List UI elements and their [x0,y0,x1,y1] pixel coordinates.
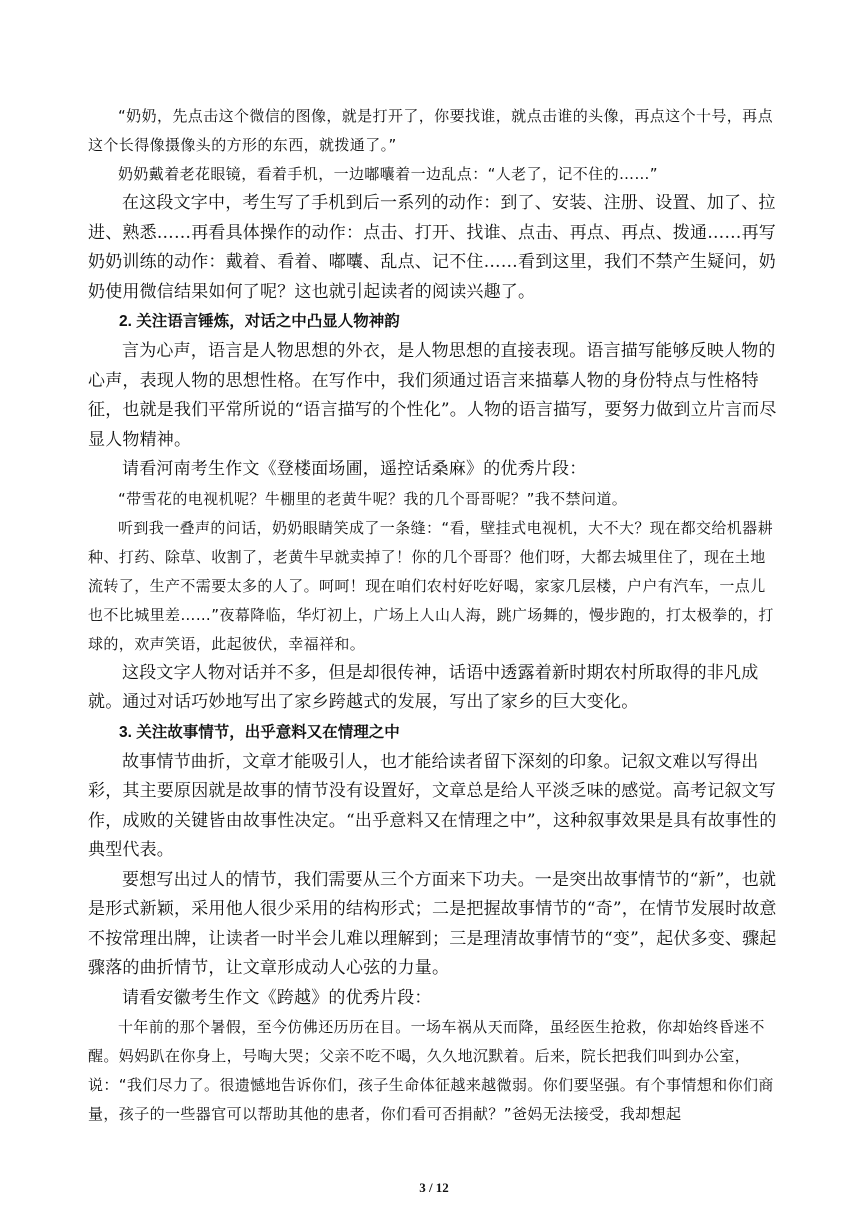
quote-paragraph: “带雪花的电视机呢？牛棚里的老黄牛呢？我的几个哥哥呢？”我不禁问道。 [118,489,628,508]
page-number: 3 / 12 [419,1180,449,1195]
body-paragraph: 言为心声，语言是人物思想的外衣，是人物思想的直接表现。语言描写能够反映人物的心声，表现人物的思想性格。在写作中，我们须通过语言来描摹人物的身份特点与性格特征，也就是我们平常所说的“语言描写的个性化”。人物的语言描写，要努力做到立片言而尽显人物精神。 [88,341,777,450]
quote-paragraph: 奶奶戴着老花眼镜，看着手机，一边嘟囔着一边乱点：“人老了，记不住的……” [118,165,658,183]
section-heading: 3. 关注故事情节，出乎意料又在情理之中 [119,723,400,741]
body-paragraph: 故事情节曲折，文章才能吸引人，也才能给读者留下深刻的印象。记叙文难以写得出彩，其主要原因就是故事的情节没有设置好，文章总是给人平淡乏味的感觉。高考记叙文写作，成败的关键皆由故事性决定。“出乎意料又在情理之中”，这种叙事效果是具有故事性的典型代表。 [88,751,777,860]
body-paragraph: 请看河南考生作文《登楼面场圃，遥控话桑麻》的优秀片段： [122,459,587,479]
body-paragraph: 要想写出过人的情节，我们需要从三个方面来下功夫。一是突出故事情节的“新”，也就是形式新颖，采用他人很少采用的结构形式；二是把握故事情节的“奇”，在情节发展时故意不按常理出牌，让读者一时半会儿难以理解到；三是理清故事情节的“变”，起伏多变、骤起骤落的曲折情节，让文章形成动人心弦的力量。 [88,869,777,978]
body-paragraph: 请看安徽考生作文《跨越》的优秀片段： [122,987,432,1008]
section-heading: 2. 关注语言锤炼，对话之中凸显人物神韵 [119,313,400,330]
quote-paragraph: “奶奶，先点击这个微信的图像，就是打开了，你要找谁，就点击谁的头像，再点这个十号，再点这个长得像摄像头的方形的东西，就拨通了。” [88,107,773,154]
document-body [88,102,780,1129]
quote-paragraph: 听到我一叠声的问话，奶奶眼睛笑成了一条缝：“看，壁挂式电视机，大不大？现在都交给机器耕种、打药、除草、收割了，老黄牛早就卖掉了！你的几个哥哥？他们呀，大都去城里住了，现在土地流转了，生产不需要太多的人了。呵呵！现在咱们农村好吃好喝，家家几层楼，户户有汽车，一点儿也不比城里差……”夜幕降临，华灯初上，广场上人山人海，跳广场舞的，慢步跑的，打太极拳的，打球的，欢声笑语，此起彼伏，幸福祥和。 [88,518,774,653]
quote-paragraph: 十年前的那个暑假，至今仿佛还历历在目。一场车祸从天而降，虽经医生抢救，你却始终昏迷不醒。妈妈趴在你身上，号啕大哭；父亲不吃不喝，久久地沉默着。后来，院长把我们叫到办公室，说：“我们尽力了。很遗憾地告诉你们，孩子生命体征越来越微弱。你们要坚强。有个事情想和你们商量，孩子的一些器官可以帮助其他的患者，你们看可否捐献？”爸妈无法接受，我却想起 [88,1018,774,1123]
body-paragraph: 在这段文字中，考生写了手机到后一系列的动作：到了、安装、注册、设置、加了、拉进、熟悉……再看具体操作的动作：点击、打开、找谁、点击、再点、再点、拨通……再写奶奶训练的动作：戴着、看着、嘟囔、乱点、记不住……看到这里，我们不禁产生疑问，奶奶使用微信结果如何了呢？这也就引起读者的阅读兴趣了。 [88,193,776,302]
body-paragraph: 这段文字人物对话并不多，但是却很传神，话语中透露着新时期农村所取得的非凡成就。通过对话巧妙地写出了家乡跨越式的发展，写出了家乡的巨大变化。 [88,662,759,712]
